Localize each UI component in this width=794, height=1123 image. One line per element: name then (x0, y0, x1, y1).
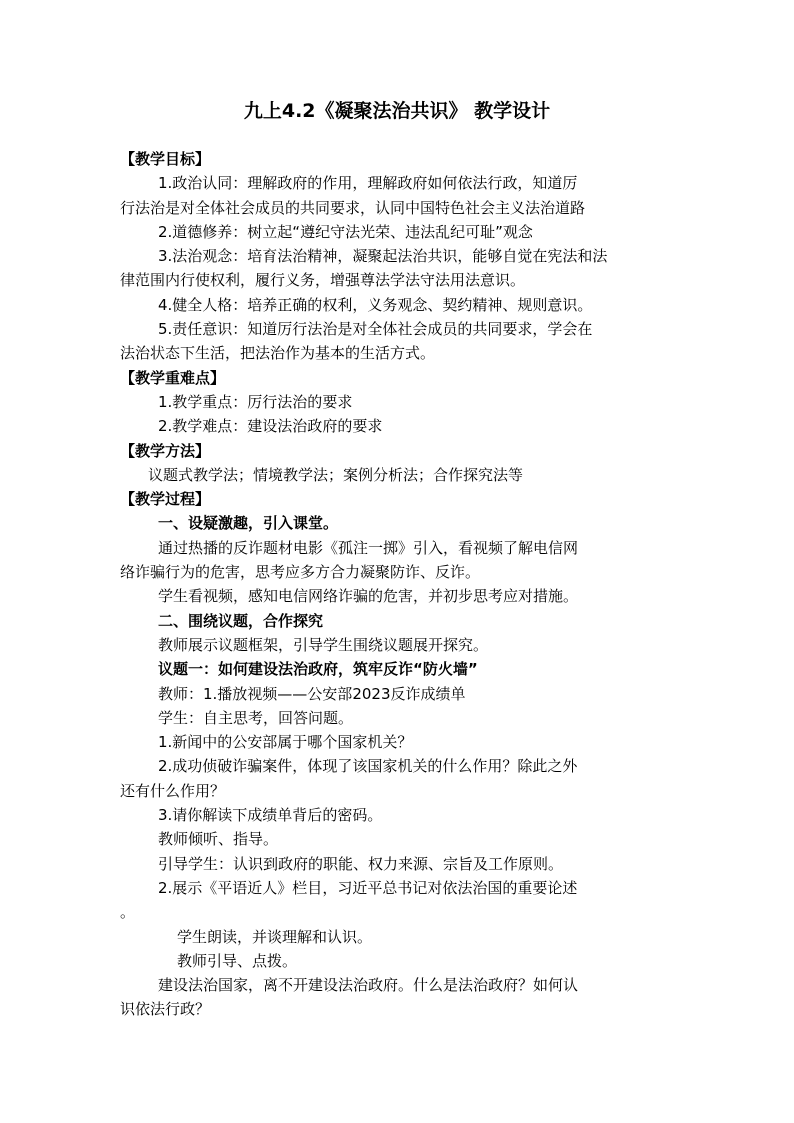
text-line: 1.教学重点：厉行法治的要求 (158, 392, 353, 411)
text-line: 5.责任意识：知道厉行法治是对全体社会成员的共同要求，学会在 (158, 320, 593, 339)
text-line: 教师展示议题框架，引导学生围绕议题展开探究。 (158, 635, 489, 654)
text-line: 2.展示《平语近人》栏目，习近平总书记对依法治国的重要论述 (158, 878, 578, 897)
text-line: 1.新闻中的公安部属于哪个国家机关？ (158, 733, 413, 752)
document-title: 九上4.2《凝聚法治共识》 教学设计 (243, 100, 551, 122)
text-line: 教师：1.播放视频——公安部2023反诈成绩单 (158, 684, 466, 703)
text-line: 络诈骗行为的危害，思考应多方合力凝聚防诈、反诈。 (120, 563, 481, 582)
text-line: 学生看视频，感知电信网络诈骗的危害，并初步思考应对措施。 (158, 587, 579, 606)
text-line: 议题式教学法；情境教学法；案例分析法；合作探究法等 (148, 465, 524, 484)
text-line: 还有什么作用？ (120, 781, 226, 800)
text-line: 法治状态下生活，把法治作为基本的生活方式。 (120, 344, 436, 363)
text-line: 律范围内行使权利，履行义务，增强尊法学法守法用法意识。 (120, 271, 526, 290)
text-line: 教师倾听、指导。 (158, 830, 279, 849)
text-line: 3.法治观念：培育法治精神，凝聚起法治共识，能够自觉在宪法和法 (158, 247, 608, 266)
text-line: 2.教学难点：建设法治政府的要求 (158, 417, 383, 436)
section-heading: 【教学过程】 (120, 490, 211, 509)
subsection-heading: 一、设疑激趣，引入课堂。 (158, 514, 339, 533)
text-line: 。 (120, 903, 136, 922)
text-line: 引导学生：认识到政府的职能、权力来源、宗旨及工作原则。 (158, 854, 564, 873)
text-line: 4.健全人格：培养正确的权利，义务观念、契约精神、规则意识。 (158, 295, 593, 314)
text-line: 3.请你解读下成绩单背后的密码。 (158, 806, 383, 825)
section-heading: 【教学方法】 (120, 441, 211, 460)
subsection-heading: 二、围绕议题，合作探究 (158, 611, 324, 630)
text-line: 学生朗读，并谈理解和认识。 (177, 927, 373, 946)
text-line: 学生：自主思考，回答问题。 (158, 708, 354, 727)
text-line: 2.成功侦破诈骗案件，体现了该国家机关的什么作用？除此之外 (158, 757, 578, 776)
text-line: 识依法行政？ (120, 1000, 211, 1019)
text-line: 通过热播的反诈题材电影《孤注一掷》引入，看视频了解电信网 (158, 538, 579, 557)
section-heading: 【教学目标】 (120, 150, 211, 168)
text-line: 2.道德修养：树立起“遵纪守法光荣、违法乱纪可耻”观念 (158, 222, 533, 241)
text-line: 建设法治国家，离不开建设法治政府。什么是法治政府？如何认 (158, 976, 579, 995)
subsection-heading: 议题一：如何建设法治政府，筑牢反诈“防火墙” (158, 660, 478, 679)
text-line: 行法治是对全体社会成员的共同要求，认同中国特色社会主义法治道路 (120, 198, 586, 217)
text-line: 1.政治认同：理解政府的作用，理解政府如何依法行政，知道厉 (158, 174, 578, 193)
text-line: 教师引导、点拨。 (177, 951, 298, 970)
section-heading: 【教学重难点】 (120, 368, 226, 387)
document-body (120, 147, 682, 1022)
